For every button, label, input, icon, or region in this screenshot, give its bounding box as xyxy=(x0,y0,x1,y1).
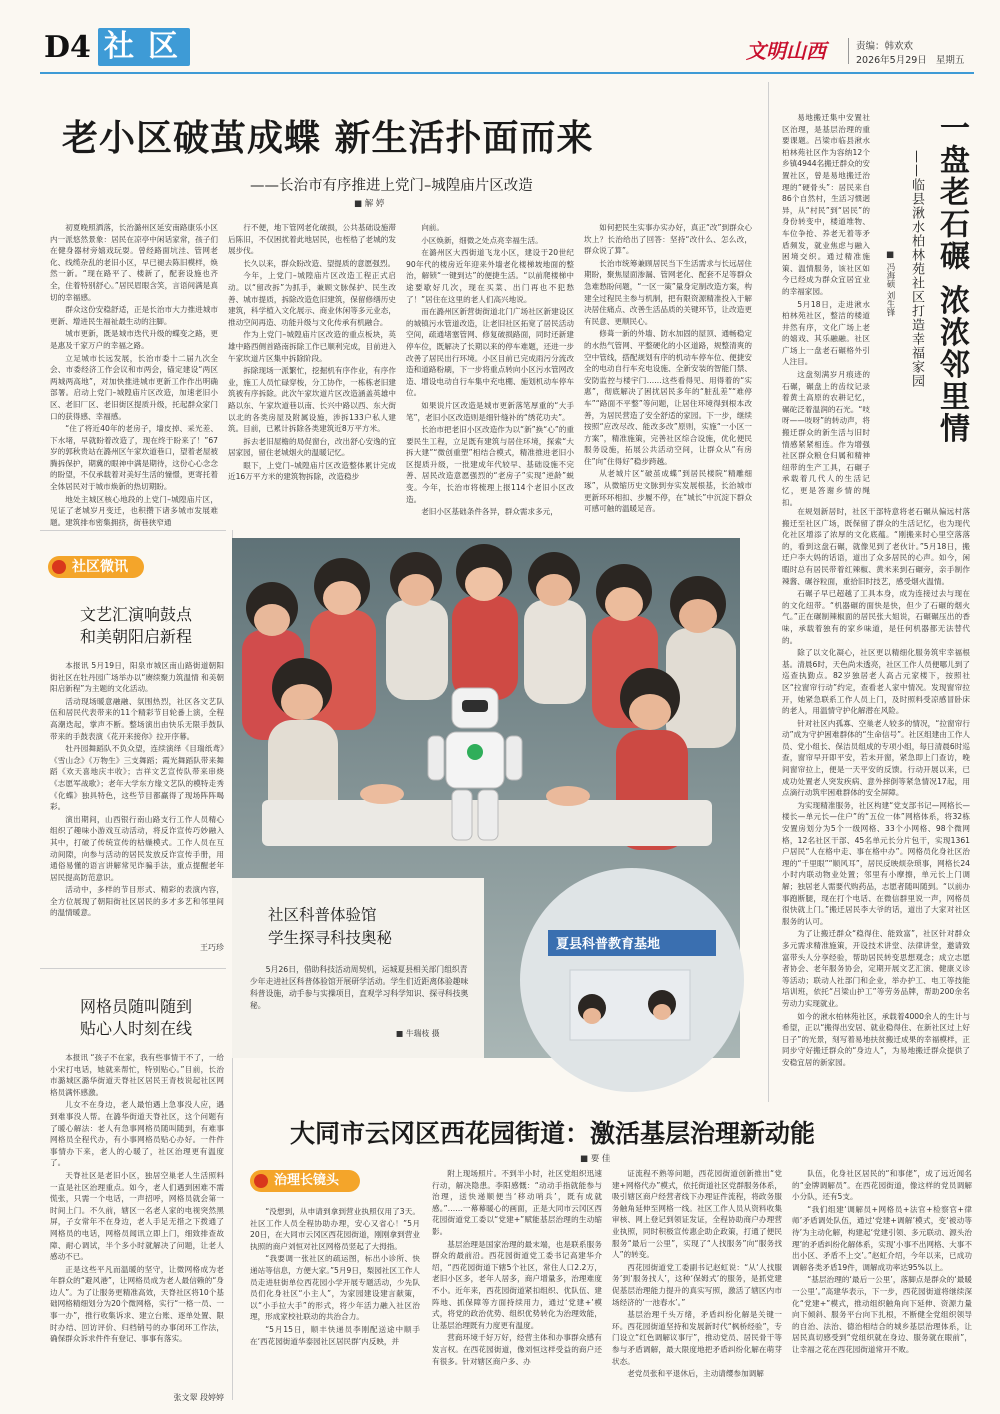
paragraph: 本报讯 5月19日，阳泉市城区南山路街道朝阳街社区在牡丹园广场举办以“赓续聚力筑温情 和美朝阳启新程”为主题的文化活动。 xyxy=(50,661,224,694)
brief-label-dot xyxy=(52,560,66,574)
feature-headline: 一盘老石碾 浓浓邻里情 xyxy=(934,112,969,445)
page-number: D4 xyxy=(44,30,91,65)
lead-column-4 xyxy=(584,222,752,518)
paragraph: 群众这份安稳舒适，正是长治市大力推进城市更新、增进民生福祉最生动的注脚。 xyxy=(50,305,218,326)
paragraph: 拆去老旧屋檐的局促窗台，改出舒心安逸的宜居家园，留住老城烟火的温暖记忆。 xyxy=(228,436,396,458)
paragraph: 而在潞州区新营街街道北门广场社区新建设区的城镇污水管道改造，让老旧社区拓宽了居民活动空间，疏通堵塞管网、修复破损路面，同时还新建停车位，既解决了长期以来的停车难题，还进一步改善了居民出行环境。小区目前已完成雨污分流改造和道路粉刷，下一步将重点转向小区污水管网改造、增设电动自行车集中充电棚、施划机动车停车位。 xyxy=(406,307,574,398)
paragraph: 立足城市长远发展，长治市委十二届九次全会、市委经济工作会议和市两会，锚定建设“两区两城两高地”，对加快推进城市更新工作作出明确部署。启动上党门–城隍庙片区改造，加速老旧小区、老旧厂区、老旧街区提质升级，托起群众家门口的获得感、幸福感。 xyxy=(50,353,218,421)
paragraph: 西花园街道党工委副书记赵虹说：“从‘人找服务’到‘服务找人’，这种‘保姆式’的服务，是抓党建促基层治理能力提升的真实写照，激活了辖区内市场经济的‘一池春水’。” xyxy=(612,1262,782,1307)
paragraph: 易地搬迁集中安置社区治理，是基层治理的重要课题。吕梁市临县湫水柏林苑社区作为容纳12个乡镇4944名搬迁群众的安置社区，曾是易地搬迁治理的“硬骨头”：居民来自86个自然村，生活习惯迥异，从“村民”到“居民”的身份转变中，楼道堆物、车位争抢、养老无着等矛盾频发，就业焦虑与融入困境交织。通过精准施策、温情服务，该社区如今已经成为群众宜居宜业的幸福家园。 xyxy=(782,113,870,296)
brief2-title-line: 网格员随叫随到 xyxy=(79,997,192,1016)
paragraph: 修葺一新的外墙、防水加固的屋顶、通畅稳定的水热气管网、平整硬化的小区道路，规整清爽的空中管线，搭配规划有序的机动车停车位、便捷安全的电动自行车充电设施、全新安装的智能门禁、安防监控与楼宇门……这些看得见、用得着的“实惠”，彻底解决了困扰居民多年的“脏乱差”“难停车”“路面不平整”等问题，让居住环境得到根本改善，为居民营造了安全舒适的家园。下一步，继续按照“应改尽改、能改多改”原则，实施“一小区一方案”，精准施策，完善社区综合设施，优化便民服务设施，拓展公共活动空间，让群众从“有房住”向“住得好”稳步跨越。 xyxy=(584,329,752,466)
paragraph: 向前。 xyxy=(421,223,444,232)
paragraph: “5月15日，顺丰快递员李刚配送途中顺手在‘西花园街道华泰园社区居民群’内反映，并 xyxy=(250,1324,420,1346)
photo-title-line: 学生探寻科技奥秘 xyxy=(268,929,393,947)
photo-title-line: 社区科普体验馆 xyxy=(268,906,377,924)
brief2-headline xyxy=(48,996,224,1040)
bottom-column-4 xyxy=(792,1168,972,1402)
photo-title xyxy=(268,904,392,950)
lead-subtitle: ——长治市有序推进上党门–城隍庙片区改造 xyxy=(250,178,533,194)
paragraph: 今年，上党门–城隍庙片区改造工程正式启动。以“留改拆”为抓手，兼顾文脉保护、民生改善、城市提质，拆除改造危旧建筑，保留修缮历史建筑，科学植入文化展示、商业休闲等多元业态，推动空间再造、功能升级与文化传承有机融合。 xyxy=(228,271,396,327)
page-date xyxy=(856,52,964,66)
date-text: 2026年5月29日 xyxy=(856,55,927,66)
paragraph: “我要调一张社区的疏运图，标出小诊所、快递站等信息，方便大家。”5月9日，梨园社区工作人员走进驻街单位西花园小学开展专题活动，少先队员们化身社区“小主人”，为家园建设建言献策，以“小手拉大手”的形式，将少年活力融入社区治理，形成家校社联动的共治合力。 xyxy=(250,1254,420,1322)
credit-dot: ■ xyxy=(396,1029,406,1038)
bottom-label-dot xyxy=(254,1174,268,1188)
bottom-headline: 大同市云冈区西花园街道：激活基层治理新动能 xyxy=(290,1119,816,1148)
paragraph: “没想到，从申请到拿到营业执照仅用了3天。社区工作人员全程协助办理，安心又省心！”5月20日，在大同市云冈区西花园街道，刚刚拿到营业执照的商户刘恒对社区网格员竖起了大拇指。 xyxy=(250,1207,420,1251)
paragraph: 初夏晚照洒落，长治潞州区延安南路康乐小区内一派悠然景象：居民在凉亭中闲话家常，孩子们在健身器材旁嬉戏玩耍。曾经路面坑洼、管网老化、线缆杂乱的老旧小区，早已褪去陈旧模样，焕然一新。“现在路平了、楼新了，配套设施也齐全，住着特别舒心。”居民眉眼含笑，言语间满是真切的幸福感。 xyxy=(50,223,218,302)
bottom-column-2 xyxy=(432,1168,602,1402)
paragraph: 活动中，多样的节目形式、精彩的表演内容，全方位展现了朝阳街社区居民的多才多艺和邻里间的温情暖意。 xyxy=(50,885,224,918)
brief2-text xyxy=(50,1052,224,1392)
photo-caption: 5月26日，借助科技活动周契机，运城夏县相关部门组织青少年走进社区科普体验馆开展研学活动。学生们近距离体验趣味科普设施，动手参与实操项目，直观学习科学知识、探寻科技奥秘。 xyxy=(250,965,469,1010)
masthead xyxy=(0,0,1000,76)
paragraph: 基层治理千头万绪，矛盾纠纷化解是关键一环。西花园街道坚持和发展新时代“枫桥经验”，专门设立“红色调解议事厅”，推动党员、居民骨干等参与矛盾调解，最大限度地把矛盾纠纷化解在萌芽状态。 xyxy=(612,1310,782,1366)
author-dot: ■ xyxy=(580,1154,591,1164)
lead-column-1 xyxy=(50,222,218,527)
paragraph: 行不便，地下管网老化破损，公共基础设施滞后陈旧，不仅困扰着此地居民，也桎梏了老城的发展步伐。 xyxy=(228,223,396,256)
author-name: 解 婷 xyxy=(364,199,385,209)
brief2-title-line: 贴心人时刻在线 xyxy=(79,1019,192,1038)
paragraph: 老旧小区基础条件各异，群众需求多元， xyxy=(421,507,558,517)
paragraph: “住了将近40年的老房子，墙皮掉、采光差、下水堵，早就盼着改造了，现在终于盼来了！”67岁的郭秋贵站在潞州区午家坎道巷口，望着老屋被腾拆保护，期冀的眼神中满是期待，这份心心念念的盼望，不仅承载着对美好生活的憧憬，更寄托着全体居民对于城市焕新的热切期盼。 xyxy=(50,424,218,492)
paragraph: 城市更新，既是城市迭代升级的蝶变之路，更是惠及千家万户的幸福之路。 xyxy=(50,329,218,350)
brief1-headline xyxy=(48,604,224,648)
brief1-author: 王巧珍 xyxy=(200,943,224,952)
paragraph: 地处主城区核心地段的上党门–城隍庙片区，见证了老城岁月变迁，也积攒下诸多城市发展难题。建筑排布密集拥挤，街巷狭窄通 xyxy=(50,494,218,527)
paragraph: 营商环境千好万好，经营主体和办事群众感有发言权。在西花园街道，像刘恒这样受益的商户还有很多。针对辖区商户多、办 xyxy=(432,1333,602,1366)
paper-logo: 文明山西 xyxy=(746,39,826,63)
inset-wall-text: 夏县科普教育基地 xyxy=(556,936,661,951)
paragraph: “基层治理的‘最后一公里’，落脚点是群众的‘最暖一公里’。”高建华表示，下一步，西花园街道将继续深化“党建+”模式，推动组织触角向下延伸、资源力量向下倾斜、服务平台向下扎根，不断健全党组织领导的自治、法治、德治相结合的城乡基层治理体系，让居民真切感受到“党组织就在身边、服务就在眼前”，让幸福之花在西花园街道常开不败。 xyxy=(792,1275,972,1354)
paragraph: 牡丹园舞蹈队不负众望，连续演绎《目瑞纸鸢》《雪山念》《万物生》三支舞蹈；霞光舞蹈队带来舞蹈《欢天喜地庆丰收》；吉祥文艺宣传队带来串烧《志愿军战歌》；老年大学东方缘文艺队的模特走秀《化蝶》独具特色，这些节目都赢得了现场阵阵喝彩。 xyxy=(50,744,224,812)
page-editor: 责编：韩欢欢 xyxy=(856,41,914,52)
section-name: 社区 xyxy=(104,29,192,64)
lead-column-3 xyxy=(406,222,574,518)
paragraph: 在潞州区大西街道飞龙小区，建设于20世纪90年代的楼房近年迎来外墙老化楼梯坡地面的整治，解锁“一键到达”的便捷生活。“以前爬楼梯中途要歇好几次，现在买菜、出门再也不犯愁了！”居住在这里的老人们高兴地说。 xyxy=(406,248,574,304)
paragraph: 在规划新居时，社区干部特意将老石碾从偏远村落搬迁至社区广场，既保留了群众的生活记忆，也为现代化社区增添了浓厚的文化底蕴。“刚搬来时心里空落落的，看到这盘石碾，就像见到了老伙计。”5月18日，搬迁户李大妈的话语，道出了众多居民的心声。如今，闲暇时总有居民带着红辣椒、黄米来到石碾旁，亲手制作辣酱、碾谷粒面，重拾旧时技艺，感受烟火温情。 xyxy=(782,507,970,586)
bottom-label: 治理长镜头 xyxy=(274,1173,340,1188)
paragraph: 这盘刻满岁月痕迹的石碾，碾盘上的齿纹记录着黄土高原的农耕记忆，碾砣泛着温润的石光。“吱呀——吱呀”的转动声，将搬迁群众的新生活与旧时情感紧紧相连。作为增强社区群众粮仓归属和精神纽带的生产工具，石碾子承载着几代人的生活记忆，更是答谢乡情的绳扣。 xyxy=(782,370,870,507)
paragraph: 老党员张和平退休后，主动请缨参加调解 xyxy=(627,1369,764,1379)
brief-rule xyxy=(40,968,226,969)
paragraph: 从老城片区“破茧成蝶”到居民楼院“精雕细琢”，从微缩历史文脉到夯实发展根基，长治城市更新环环相扣、步履不停，在“城长”中沉淀下群众可感可触的温暖足音。 xyxy=(584,469,752,514)
feature-text-top xyxy=(782,112,870,506)
brief2-author: 张文翠 段婷婷 xyxy=(173,1393,224,1402)
paragraph: 为实现精准服务，社区构建“党支部书记—网格长—楼长—单元长—住户”的“五位一体”网格体系，将32栋安置房划分为5个一级网格、33个小网格、98个微网格，12名社区干部、45名单元长分片包干，实现1361户居民“人在格中走、事在格中办”。网格员化身社区治理的“千里眼”“顺风耳”，居民反映烦杂琐事，网格长24小时内联动物业处置；邻里有小摩擦，单元长上门调解；独居老人需要代购药品，志愿者随叫随到。“以前办事跑断腿，现在打个电话、在微信群里说一声，网格员很快就上门。”搬迁居民李大爷的话，道出了大家对社区服务的认可。 xyxy=(782,800,970,926)
lead-headline: 老小区破茧成蝶 新生活扑面而来 xyxy=(62,117,594,159)
paragraph: 眼下，上党门–城隍庙片区改造整体累计完成近16万平方米的建筑物拆除，改造稳步 xyxy=(228,460,396,482)
weekday-text: 星期五 xyxy=(935,55,965,66)
paragraph: 天脊社区是老旧小区，独居空巢老人生活照料一直是社区治理重点。如今，老人们遇到困难不需慌张，只需一个电话，一声招呼，网格员就会第一时间上门。不久前，辖区一名老人家的电视突然黑屏，子女常年不在身边，老人手足无措之下拨通了网格员的电话，网格员闻讯立即上门，细致排查故障、耐心调试，半个多小时就解决了问题，让老人感动不已。 xyxy=(50,1170,224,1262)
bottom-author xyxy=(580,1152,610,1164)
paragraph: 为了让搬迁群众“稳得住、能致富”，社区针对群众多元需求精准施策，开设技术讲堂、法律讲堂，邀请致富带头人分享经验，帮助居民转变思想观念；成立志愿者协会、老年服务协会，定期开展文艺汇演、健康义诊等活动；联动人社部门和企业，举办护工、电工等技能培训班，依托“吕梁山护工”等劳务品牌，帮助200余名劳动力实现就业。 xyxy=(782,929,970,1008)
bottom-column-1 xyxy=(250,1206,420,1402)
paragraph: 长治市统筹兼顾居民当下生活需求与长远居住期盼，聚焦屋面渗漏、管网老化、配套不足等群众急难愁盼问题，“一区一策”量身定制改造方案，构建全过程民主参与机制，把有限资源精准投入于解决居住痛点、改善生活品质的关键环节，让改造更有民意、更顺民心。 xyxy=(584,258,752,326)
paragraph: 小区焕新，细微之处点亮幸福生活。 xyxy=(421,235,543,245)
lead-column-2 xyxy=(228,222,396,518)
bottom-column-3 xyxy=(612,1168,782,1402)
paragraph: 儿女不在身边，老人最怕遇上急事没人应，遇到难事没人帮。在潞华街道天脊社区，这个问题有了暖心解法：老人有急事网格员随叫随到，有难事网格员全程代办，有小事网格员贴心办好。一件件事情办下来，老人的心暖了，社区治理更有温度了。 xyxy=(50,1100,224,1168)
brief1-text xyxy=(50,660,224,940)
paragraph: 如何把民生实事办实办好，真正“改”到群众心坎上？长治给出了回答：坚持“改什么、怎么改，群众说了算”。 xyxy=(584,223,752,256)
paragraph: 活动现场暖意融融、氛围热烈，社区各文艺队伍和居民代表带来的11个精彩节目轮番上演，全程高潮迭起，掌声不断。整场演出由快乐无限手鼓队带来的手鼓表演《花开来接你》拉开序幕。 xyxy=(50,696,224,741)
brief-rule xyxy=(40,530,226,531)
paragraph: 石碾子早已超越了工具本身，成为连接过去与现在的文化纽带。“机器碾的面快是快，但少了石碾的烟火气。”正在碾制辣椒面的居民张大姐说，石碾碾压出的香味，承载着独有的家乡味道，是任何机器都无法替代的。 xyxy=(782,589,970,645)
paragraph: 除了以文化凝心，社区更以精细化服务筑牢幸福根基。清晨6时，天色尚未透亮，社区工作人员便哪儿到了巡查执勤点。82岁独居老人高占元家楼下，按照社区“拉窗帘行动”约定，查看老人家中情况。发现窗帘拉开，她紧急联系工作人员上门，及时照料受凉感冒卧床的老人，用温情守护化解潜在风险。 xyxy=(782,648,970,716)
masthead-rule xyxy=(40,72,974,74)
paragraph: 长久以来，群众盼改造、望提质的意愿强烈。 xyxy=(243,258,396,268)
author-name: 冯海硕 刘生锋 xyxy=(885,262,895,317)
paragraph: 本报讯 “孩子不在家，我有些事情干不了，一给小宋打电话，她就来帮忙，特别贴心。”目前，长治市潞城区潞华街道天脊社区居民王青枝说起社区网格员满怀感激。 xyxy=(50,1053,224,1097)
credit-name: 牛瑞枝 摄 xyxy=(405,1029,440,1038)
paragraph: 长治市把老旧小区改造作为以“新”换“心”的重要民生工程，立足既有建筑与居住环境，探索“大拆大建”“微创重塑”相结合模式，精准推进老旧小区提质升级，一批建成年代较早、基础设施不完善、居民改造意愿强烈的“老房子”实现“逆龄”蜕变。今年，长治市将梳理上报114个老旧小区改造。 xyxy=(406,425,574,504)
paragraph: 拆除现场一派繁忙，挖掘机有序作业，有序作业，施工人员忙碌穿梭，分工协作，一栋栋老旧建筑被有序拆除。此次午家坎道片区改造涵盖英雄中路以东、午家坎道巷以南、长兴中路以西、东大街以北的各类房屋及附属设施，涉拆133户私人建筑。目前，已累计拆除各类建筑近8万平方米。 xyxy=(228,366,396,434)
paragraph: 证流程不熟等问题，西花园街道创新推出“党建+网格代办”模式，依托街道社区党群服务体系，吸引辖区商户经营者线下办理证件流程，将政务服务触角延伸至网格一线。社区工作人员从资料收集审核、网上登记到领证发证，全程协助商户办理营业执照，同时积极宣传惠企助企政策，打通了便民服务“最后一公里”，实现了“人找服务”向“服务找人”的转变。 xyxy=(612,1169,782,1260)
author-dot: ■ xyxy=(885,250,895,263)
column-rule xyxy=(768,82,769,1102)
paragraph: 正是这些平凡而温暖的坚守，让微网格成为老年群众的“避风港”，让网格员成为老人最信赖的“身边人”。为了让服务更精准高效，天脊社区将10个基础网格精细划分为20个微网格，实行“一格一员、一事一办”，推行收集诉求、建立台账、逐单处置、限时办结、回访评价、归档销号的办事闭环工作法，确保群众诉求件件有登记、事事有落实。 xyxy=(50,1264,224,1344)
brief-label: 社区微讯 xyxy=(72,559,128,575)
author-name: 要 佳 xyxy=(590,1154,611,1164)
paragraph: 附上现场照片。不到半小时，社区党组织迅速行动，解决隐患。李阳感慨：“动动手指就能参与治理，送快递顺便当‘移动哨兵’，既有成就感。”……一幕幕暖心的画面，正是大同市云冈区西花园街道党工委以“党建+”赋能基层治理的生动缩影。 xyxy=(432,1169,602,1236)
paragraph: 如果说片区改造是城市更新落笔厚重的“大手笔”，老旧小区改造则是细针缝补的“绣花功夫”。 xyxy=(406,400,574,422)
paragraph: 作为上党门–城隍庙片区改造的重点板块，英雄中路西侧首路南拆除工作已顺利完成，目前进入午家坎道片区集中拆除阶段。 xyxy=(228,330,396,363)
feature-subtitle: ——临县湫水柏林苑社区打造幸福家园 xyxy=(909,150,924,388)
brief1-title-line: 和美朝阳启新程 xyxy=(79,627,192,646)
author-dot: ■ xyxy=(354,199,365,209)
paragraph: 如今的湫水柏林苑社区，承载着4000余人的生计与希望，正以“搬得出安居、就业稳得住、在新社区过上好日子”的光景，刻写着易地扶贫搬迁成果的幸福模样，正同步守好搬迁群众的“身边人”，为易地搬迁群众提供了安稳宜居的新家园。 xyxy=(782,1011,970,1067)
feature-author xyxy=(880,250,896,316)
paragraph: 针对社区内孤寡、空巢老人较多的情况，“拉窗帘行动”成为守护困难群体的“生命信号”。社区组建由工作人员、党小组长、保洁员组成的专项小组，每日清晨6时巡查，窗帘早开即平安，若未开窗，紧急即上门查访，晚间窗帘拉上，便是一天平安的反馈。行动开展以来，已成功处置老人突发疾病、意外摔倒等紧急情况17起，用点滴行动筑牢困难群体的安全屏障。 xyxy=(782,718,970,798)
feature-text-bottom xyxy=(782,506,970,1086)
paragraph: 5月18日，走进湫水柏林苑社区，整洁的楼道井然有序，文化广场上老的嬉戏、其乐融融。社区广场上一盘老石碾格外引人注目。 xyxy=(782,299,870,367)
paragraph: 队伍，化身社区居民的“和事佬”，成了远近闻名的“金牌调解员”。在西花园街道，像这样的党员调解小分队，还有5支。 xyxy=(792,1169,972,1202)
header-divider xyxy=(848,38,849,64)
photo-credit xyxy=(396,1028,440,1039)
paragraph: 基层治理是国家治理的最末端，也是联系服务群众的最前沿。西花园街道党工委书记高建华介绍，“西花园街道下辖5个社区，常住人口2.2万，老旧小区多，老年人居多，商户增量多，治理难度不小。近年来，西花园街道紧扣组织、优队伍、建阵地、抓保障等方面持续用力，通过‘党建+’模式，将党的政治优势、组织优势转化为治理效能，让基层治理既有力度更有温度。 xyxy=(432,1239,602,1330)
paragraph: “我们组建‘调解员+网格员+法官+检察官+律师’矛盾调处队伍，通过‘党建+调解’模式，变‘被动等待’为主动化解，构建起‘党建引领、多元联动、源头治理’的矛盾纠纷化解体系，实现‘小事不出网格、大事不出小区、矛盾不上交’。”赵虹介绍，今年以来，已成功调解各类矛盾19件，调解成功率达95%以上。 xyxy=(792,1204,972,1272)
paragraph: 演出期间，山西银行南山路支行工作人员精心组织了趣味小游戏互动活动，将反诈宣传巧妙融入其中，打破了传统宣传的枯燥模式。工作人员在互动间隙，向参与活动的居民发放反诈宣传手册，用通俗易懂的语言讲解常见诈骗手法，重点提醒老年居民提高防范意识。 xyxy=(50,814,224,882)
brief1-title-line: 文艺汇演响鼓点 xyxy=(79,605,192,624)
lead-author xyxy=(354,197,384,209)
